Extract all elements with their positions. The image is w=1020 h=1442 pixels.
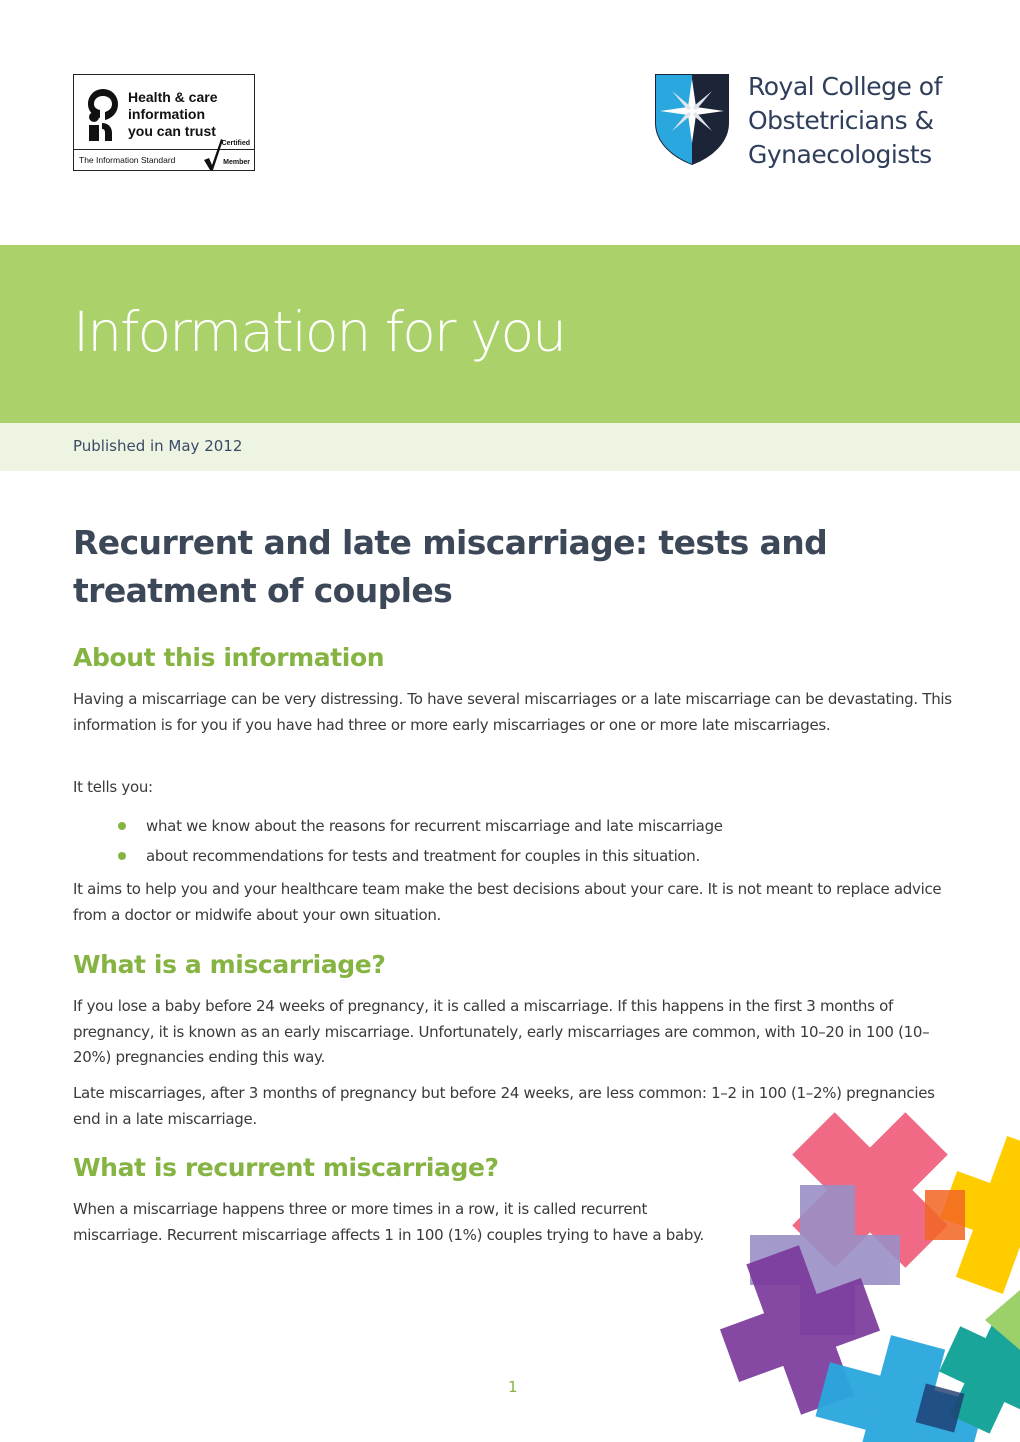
- certified-label: Certified: [221, 140, 250, 147]
- document-title: Recurrent and late miscarriage: tests and treatment of couples: [73, 523, 828, 610]
- page-number: 1: [508, 1378, 518, 1396]
- badge-standard-label: The Information Standard: [79, 155, 176, 165]
- badge-footer: [74, 140, 254, 170]
- rcog-line-3: Gynaecologists: [748, 140, 932, 169]
- rcog-line-1: Royal College of: [748, 72, 942, 101]
- bullet-text: about recommendations for tests and treatment for couples in this situation.: [146, 847, 700, 865]
- rcog-shield-logo-icon: [654, 73, 730, 165]
- about-heading: About this information: [73, 643, 385, 672]
- decorative-crosses-graphic: [720, 1110, 1020, 1442]
- about-intro: Having a miscarriage can be very distressing. To have several miscarriages or a late miscarriage can be devastating. This information is for you if you have had three or more early miscarriages or one or more late miscarriages.: [73, 690, 952, 734]
- published-date: Published in May 2012: [73, 437, 243, 455]
- badge-line-3: you can trust: [128, 123, 216, 139]
- recurrent-paragraph: When a miscarriage happens three or more times in a row, it is called recurrent miscarriage. Recurrent miscarriage affects 1 in 100 (1%) couples trying to have a baby.: [73, 1200, 705, 1244]
- bullet-dot-icon: [118, 852, 126, 860]
- what-is-heading: What is a miscarriage?: [73, 950, 386, 979]
- list-item: [118, 841, 723, 871]
- bullet-text: what we know about the reasons for recurrent miscarriage and late miscarriage: [146, 817, 723, 835]
- info-person-icon: [86, 87, 120, 143]
- rcog-line-2: Obstetricians &: [748, 106, 934, 135]
- bullet-dot-icon: [118, 822, 126, 830]
- badge-line-2: information: [128, 106, 205, 122]
- about-aims: It aims to help you and your healthcare team make the best decisions about your care. It is not meant to replace advice from a doctor or midwife about your own situation.: [73, 880, 942, 924]
- recurrent-heading: What is recurrent miscarriage?: [73, 1153, 499, 1182]
- badge-text: [128, 89, 217, 140]
- information-standard-badge: [73, 74, 255, 171]
- badge-line-1: Health & care: [128, 89, 218, 105]
- what-is-paragraph-1: If you lose a baby before 24 weeks of pregnancy, it is called a miscarriage. If this happens in the first 3 months of pregnancy, it is known as an early miscarriage. Unfortunately, early miscarriages are common, with 10–20 in 100 (10–20%) pregnancies ending this way.: [73, 997, 930, 1066]
- what-is-paragraph-2: Late miscarriages, after 3 months of pregnancy but before 24 weeks, are less common: 1–2 in 100 (1–2%) pregnancies end in a late miscarriage.: [73, 1084, 935, 1128]
- about-bullet-list: [118, 811, 723, 871]
- member-label: Member: [223, 159, 250, 166]
- banner-title: Information for you: [73, 300, 566, 364]
- about-tells: It tells you:: [73, 778, 153, 796]
- certified-member-mark: [200, 140, 254, 170]
- rcog-wordmark: [748, 70, 942, 172]
- list-item: [118, 811, 723, 841]
